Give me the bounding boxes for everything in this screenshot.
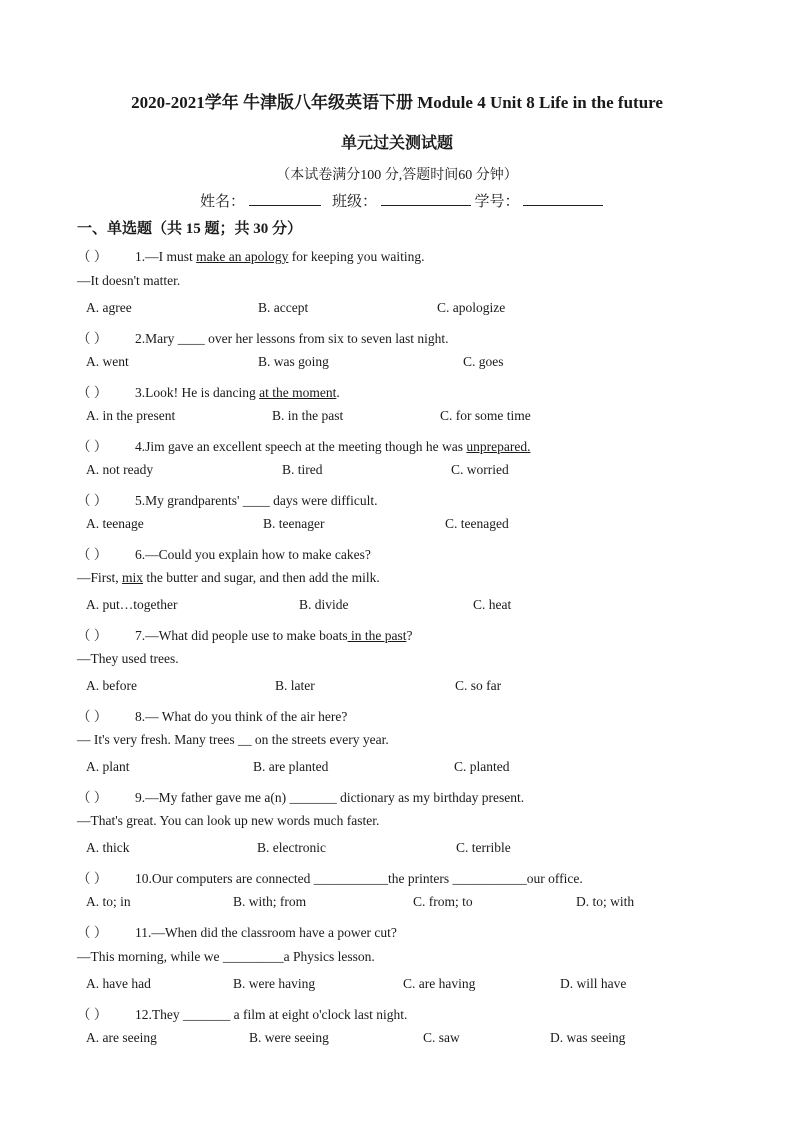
question-text: —My father gave me a(n) _______ dictionary as my birthday present. [145, 790, 525, 805]
question-text: Mary ____ over her lessons from six to seven last night. [145, 331, 449, 346]
question-number: 12. [135, 1007, 152, 1022]
question-number: 4. [135, 439, 146, 454]
question-text: Look! He is dancing [145, 385, 260, 400]
option[interactable]: C. worried [451, 462, 509, 477]
question-text: They _______ a film at eight o'clock last night. [151, 1007, 408, 1022]
answer-paren[interactable]: （ ） [77, 439, 108, 454]
underlined-phrase: mix [122, 570, 144, 585]
option[interactable]: A. plant [86, 759, 130, 774]
option[interactable]: A. not ready [86, 462, 154, 477]
number-blank[interactable] [523, 191, 603, 206]
underlined-phrase: at the moment [259, 385, 337, 400]
question-11 [77, 921, 397, 941]
name-blank[interactable] [249, 191, 321, 206]
question-text: Jim gave an excellent speech at the meeting though he was [145, 439, 467, 454]
section-heading: 一、单选题（共 15 题；共 30 分） [77, 221, 303, 237]
option[interactable]: B. with; from [233, 894, 307, 909]
option[interactable]: D. to; with [576, 894, 635, 909]
question-12 [77, 1003, 407, 1023]
question-text: Our computers are connected ___________the printers ___________our office. [151, 871, 583, 886]
option[interactable]: A. went [86, 354, 129, 369]
question-2 [77, 327, 448, 347]
option[interactable]: C. terrible [456, 840, 511, 855]
question-text: —I must [145, 249, 197, 264]
answer-paren[interactable]: （ ） [77, 871, 108, 886]
option[interactable]: A. agree [86, 300, 132, 315]
question-text: —When did the classroom have a power cut? [151, 925, 397, 940]
dialog-line [77, 570, 380, 586]
answer-paren[interactable]: （ ） [77, 925, 108, 940]
question-10 [77, 867, 583, 887]
question-text: — What do you think of the air here? [145, 709, 348, 724]
question-9 [77, 786, 524, 806]
option[interactable]: A. before [86, 678, 137, 693]
question-number: 2. [135, 331, 146, 346]
answer-paren[interactable]: （ ） [77, 331, 108, 346]
question-number: 9. [135, 790, 146, 805]
underlined-phrase: make an apology [196, 249, 289, 264]
question-number: 1. [135, 249, 146, 264]
question-8 [77, 705, 347, 725]
answer-paren[interactable]: （ ） [77, 385, 108, 400]
option[interactable]: D. was seeing [550, 1030, 626, 1045]
number-label: 学号： [474, 194, 520, 210]
option[interactable]: B. divide [299, 597, 349, 612]
option[interactable]: C. saw [423, 1030, 460, 1045]
question-number: 10. [135, 871, 152, 886]
answer-paren[interactable]: （ ） [77, 790, 108, 805]
exam-info: （本试卷满分100 分,答题时间60 分钟） [276, 168, 518, 183]
option[interactable]: D. will have [560, 976, 627, 991]
question-text: ? [406, 628, 413, 643]
option[interactable]: A. in the present [86, 408, 176, 423]
option[interactable]: B. was going [258, 354, 329, 369]
option[interactable]: C. heat [473, 597, 512, 612]
name-label: 姓名： [200, 194, 246, 210]
option[interactable]: C. so far [455, 678, 502, 693]
option[interactable]: C. teenaged [445, 516, 509, 531]
option[interactable]: A. thick [86, 840, 130, 855]
option[interactable]: A. teenage [86, 516, 144, 531]
option[interactable]: C. are having [403, 976, 476, 991]
option[interactable]: A. put…together [86, 597, 178, 612]
dialog-line: —They used trees. [77, 651, 179, 666]
question-number: 3. [135, 385, 146, 400]
question-number: 6. [135, 547, 146, 562]
question-text: —Could you explain how to make cakes? [145, 547, 371, 562]
option[interactable]: A. are seeing [86, 1030, 157, 1045]
option[interactable]: B. are planted [253, 759, 329, 774]
class-label: 班级： [332, 194, 378, 210]
option[interactable]: B. accept [258, 300, 309, 315]
answer-paren[interactable]: （ ） [77, 249, 108, 264]
option[interactable]: B. teenager [263, 516, 325, 531]
option[interactable]: C. goes [463, 354, 504, 369]
option[interactable]: A. have had [86, 976, 151, 991]
underlined-phrase: in the past [347, 628, 407, 643]
document-subtitle-title: 单元过关测试题 [340, 135, 453, 152]
dialog-line: —This morning, while we _________a Physics lesson. [77, 949, 375, 964]
option[interactable]: C. from; to [413, 894, 473, 909]
document-title: 2020-2021学年 牛津版八年级英语下册 Module 4 Unit 8 Life in the future [131, 93, 663, 112]
option[interactable]: C. apologize [437, 300, 506, 315]
question-7 [77, 624, 412, 644]
question-number: 8. [135, 709, 146, 724]
question-5 [77, 489, 378, 509]
option[interactable]: B. were having [233, 976, 316, 991]
answer-paren[interactable]: （ ） [77, 709, 108, 724]
option[interactable]: B. later [275, 678, 315, 693]
option[interactable]: C. planted [454, 759, 510, 774]
answer-paren[interactable]: （ ） [77, 493, 108, 508]
student-info-row [200, 190, 603, 211]
question-1 [77, 245, 424, 265]
question-number: 5. [135, 493, 146, 508]
dialog-text: —First, [77, 570, 123, 585]
question-text: —What did people use to make boats [145, 628, 348, 643]
dialog-line: —That's great. You can look up new words much faster. [77, 813, 380, 828]
question-4 [77, 435, 530, 455]
question-text: My grandparents' ____ days were difficult. [145, 493, 378, 508]
option[interactable]: B. in the past [272, 408, 344, 423]
dialog-line: —It doesn't matter. [77, 273, 181, 288]
question-number: 11. [135, 925, 152, 940]
option[interactable]: B. tired [282, 462, 323, 477]
question-number: 7. [135, 628, 146, 643]
question-3 [77, 381, 340, 401]
answer-paren[interactable]: （ ） [77, 547, 108, 562]
underlined-phrase: unprepared. [466, 439, 531, 454]
answer-paren[interactable]: （ ） [77, 1007, 108, 1022]
answer-paren[interactable]: （ ） [77, 628, 108, 643]
question-text: . [336, 385, 340, 400]
dialog-line: — It's very fresh. Many trees __ on the streets every year. [77, 732, 389, 747]
question-6 [77, 543, 371, 563]
question-text: for keeping you waiting. [288, 249, 425, 264]
option[interactable]: B. were seeing [249, 1030, 329, 1045]
option[interactable]: A. to; in [86, 894, 131, 909]
option[interactable]: B. electronic [257, 840, 326, 855]
dialog-text: the butter and sugar, and then add the milk. [143, 570, 380, 585]
class-blank[interactable] [381, 191, 471, 206]
option[interactable]: C. for some time [440, 408, 531, 423]
